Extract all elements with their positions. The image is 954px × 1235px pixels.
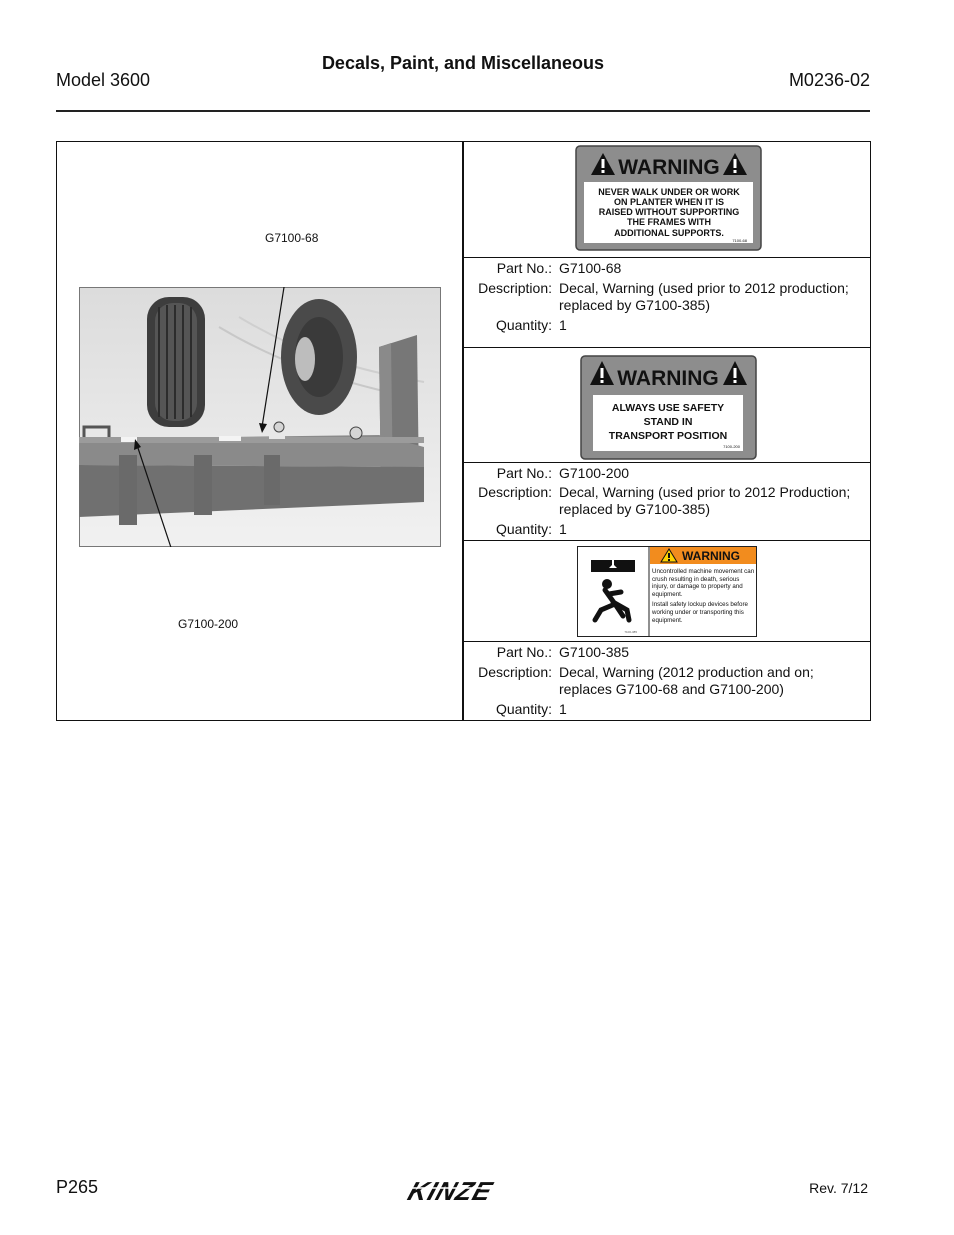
row-divider (463, 347, 870, 348)
svg-text:KINZE: KINZE (404, 1176, 497, 1206)
planter-photo (79, 287, 441, 547)
description-label: Description: (478, 484, 552, 500)
decal-code: 7100-385 (624, 630, 637, 634)
description-label: Description: (478, 664, 552, 680)
part-number-value: G7100-68 (559, 260, 622, 276)
decal-info-g7100-200 (463, 465, 870, 539)
decal-heading: WARNING (618, 156, 720, 179)
decal-heading: WARNING (617, 367, 719, 390)
quantity-value: 1 (559, 701, 567, 717)
part-number-value: G7100-200 (559, 465, 630, 481)
callout-label-top: G7100-68 (265, 231, 319, 245)
callout-label-bottom: G7100-200 (178, 617, 239, 631)
decal-table (56, 141, 871, 721)
page-number: P265 (56, 1177, 99, 1197)
decal-text-line: TRANSPORT POSITION (608, 430, 728, 442)
description-value: Decal, Warning (used prior to 2012 production; replaced by G7100-385) (559, 280, 849, 313)
quantity-value: 1 (559, 521, 567, 537)
description-value: Decal, Warning (2012 production and on; replaces G7100-68 and G7100-200) (559, 664, 814, 697)
quantity-label: Quantity: (495, 701, 552, 717)
description-value: Decal, Warning (used prior to 2012 Production; replaced by G7100-385) (559, 484, 851, 517)
revision-date: Rev. 7/12 (809, 1180, 868, 1196)
part-number-label: Part No.: (496, 465, 552, 481)
part-number-label: Part No.: (496, 644, 552, 660)
header-rule (56, 110, 870, 112)
row-divider (463, 641, 870, 642)
decal-heading: WARNING (682, 549, 740, 563)
part-number-label: Part No.: (496, 260, 552, 276)
decal-code: 7100-68 (732, 238, 747, 243)
decal-text-line: RAISED WITHOUT SUPPORTING (598, 207, 740, 217)
decal-info-g7100-385 (463, 644, 870, 719)
row-divider (463, 462, 870, 463)
section-title: Decals, Paint, and Miscellaneous (321, 53, 605, 73)
decal-text-line: ADDITIONAL SUPPORTS. (614, 228, 724, 238)
decal-text-line: ON PLANTER WHEN IT IS (614, 197, 724, 207)
decal-text-line: ALWAYS USE SAFETY (611, 402, 725, 414)
decal-code: 7100-200 (723, 444, 740, 449)
decal-text-line: STAND IN (643, 416, 693, 428)
part-number-value: G7100-385 (559, 644, 630, 660)
decal-info-g7100-68 (463, 260, 870, 335)
row-divider (463, 540, 870, 541)
decal-g7100-200-image (580, 355, 757, 460)
column-divider (462, 142, 464, 720)
decal-text-line: THE FRAMES WITH (627, 217, 711, 227)
kinze-logo (402, 1176, 522, 1206)
decal-text-line: NEVER WALK UNDER OR WORK (598, 187, 740, 197)
quantity-label: Quantity: (495, 521, 552, 537)
description-label: Description: (478, 280, 552, 296)
decal-avoidance-text: Install safety lockup devices before working under or transporting this equipment. (652, 601, 748, 624)
model-name: Model 3600 (56, 70, 151, 90)
quantity-value: 1 (559, 317, 567, 333)
document-number: M0236-02 (788, 70, 870, 90)
decal-g7100-385-image (577, 546, 757, 637)
row-divider (463, 257, 870, 258)
decal-hazard-text: Uncontrolled machine movement can crush resulting in death, serious injury, or damage to property and equipment. (652, 568, 755, 598)
decal-g7100-68-image (575, 145, 762, 251)
quantity-label: Quantity: (495, 317, 552, 333)
